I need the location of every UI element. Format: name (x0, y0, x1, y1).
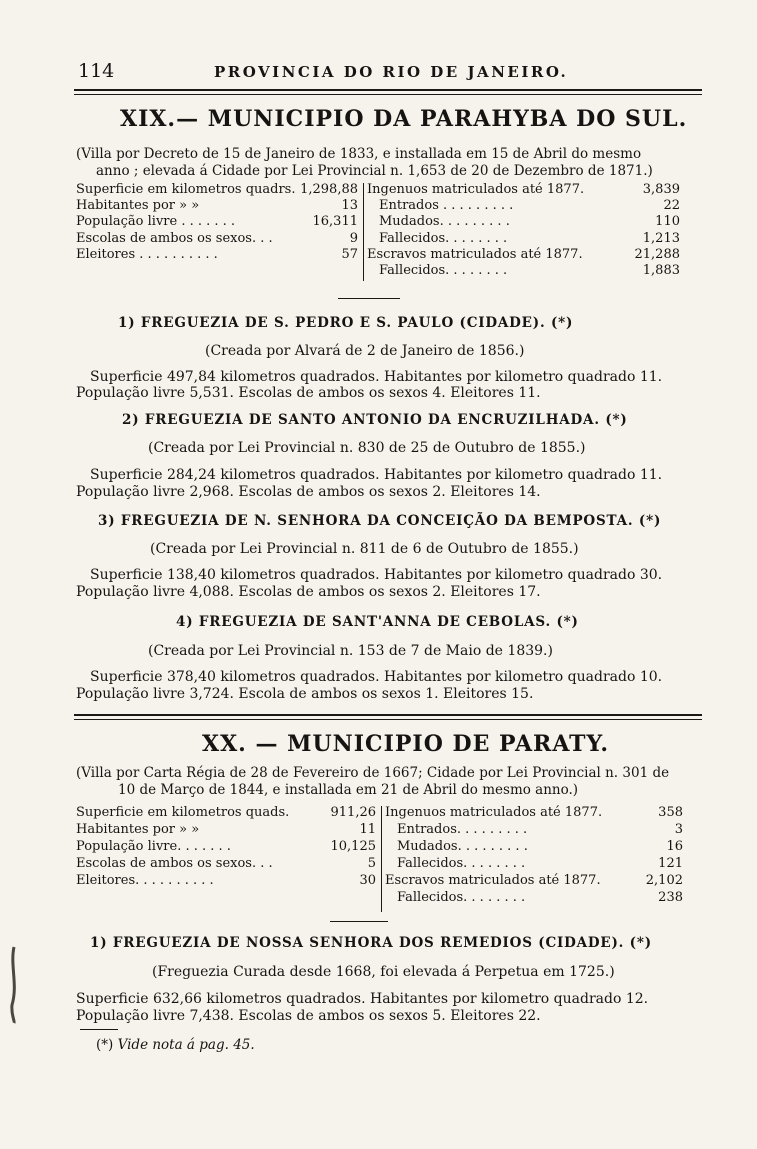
stat-label: Fallecidos. . . . . . . . (379, 230, 508, 246)
stat-row (76, 872, 376, 889)
stat-label: Mudados. . . . . . . . . (379, 214, 510, 230)
stat-label: Habitantes por » » (76, 822, 200, 837)
stat-value: 21,288 (634, 246, 680, 262)
freguezia-line-1: Superficie 138,40 kilometros quadrados. Habitantes por kilometro quadrado 30. (90, 567, 663, 583)
stat-row (367, 182, 680, 198)
stat-row (367, 214, 680, 230)
stat-value: 5 (367, 856, 376, 871)
stat-label: População livre . . . . . . . (76, 214, 236, 230)
stat-value: 238 (658, 890, 683, 905)
footnote (96, 1037, 255, 1053)
footnote-text: Vide nota á pag. 45. (117, 1037, 255, 1053)
stat-label: Habitantes por » » (76, 198, 200, 214)
xix-stats-left (76, 182, 358, 263)
xx-stats-right (385, 804, 683, 906)
xx-stats-left (76, 804, 376, 889)
freguezia-heading: 1) FREGUEZIA DE S. PEDRO E S. PAULO (CIDADE). (*) (118, 315, 574, 331)
stat-value: 1,298,88 (300, 182, 358, 197)
page-header (78, 60, 114, 82)
freguezia-creation: (Creada por Lei Provincial n. 811 de 6 de Outubro de 1855.) (150, 541, 579, 557)
section-divider (330, 921, 388, 922)
stat-value: 22 (663, 198, 680, 214)
stat-row (367, 231, 680, 247)
stat-row (76, 855, 376, 872)
stat-row (76, 214, 358, 230)
stat-row (76, 247, 358, 263)
xix-stats-right (367, 182, 680, 279)
freguezia-line-2: População livre 7,438. Escolas de ambos os sexos 5. Eleitores 22. (76, 1008, 541, 1024)
stat-value: 16,311 (312, 214, 358, 230)
stat-row (367, 198, 680, 214)
municipio-xx-intro-2: 10 de Março de 1844, e installada em 21 de Abril do mesmo anno.) (118, 782, 579, 798)
section-divider (338, 298, 400, 299)
stat-value: 9 (349, 230, 358, 246)
stat-row (385, 872, 683, 889)
stat-label: Ingenuos matriculados até 1877. (385, 805, 603, 820)
stat-value: 13 (341, 198, 358, 214)
stat-row (385, 838, 683, 855)
page-number: 114 (78, 60, 115, 82)
stat-row (385, 821, 683, 838)
stat-row (76, 231, 358, 247)
stat-value: 11 (359, 822, 376, 837)
stat-row (385, 889, 683, 906)
freguezia-creation: (Creada por Alvará de 2 de Janeiro de 1856.) (205, 343, 525, 359)
freguezia-creation: (Creada por Lei Provincial n. 153 de 7 de Maio de 1839.) (148, 643, 553, 659)
municipio-xix-intro-1: (Villa por Decreto de 15 de Janeiro de 1833, e installada em 15 de Abril do mesmo (76, 146, 642, 162)
stat-label: Escravos matriculados até 1877. (367, 246, 583, 262)
freguezia-line-2: População livre 4,088. Escolas de ambos os sexos 2. Eleitores 17. (76, 584, 541, 600)
footnote-mark: (*) (96, 1037, 114, 1053)
stat-row (76, 804, 376, 821)
stat-value: 121 (658, 856, 683, 871)
stat-label: Fallecidos. . . . . . . . (379, 263, 508, 279)
stat-row (76, 821, 376, 838)
freguezia-creation: (Freguezia Curada desde 1668, foi elevada á Perpetua em 1725.) (152, 964, 615, 980)
freguezia-creation: (Creada por Lei Provincial n. 830 de 25 de Outubro de 1855.) (148, 440, 586, 456)
stat-row (76, 198, 358, 214)
stat-row (385, 804, 683, 821)
header-rule (74, 89, 702, 91)
stat-label: Escravos matriculados até 1877. (385, 873, 601, 888)
stat-value: 10,125 (330, 839, 376, 854)
binding-shadow (6, 945, 22, 1025)
stat-value: 3,839 (642, 182, 680, 197)
freguezia-line-2: População livre 5,531. Escolas de ambos os sexos 4. Eleitores 11. (76, 385, 541, 401)
stat-label: Entrados . . . . . . . . . (379, 198, 514, 214)
stat-value: 1,883 (642, 263, 680, 279)
stat-label: Entrados. . . . . . . . . (397, 822, 528, 837)
stat-label: Escolas de ambos os sexos. . . (76, 856, 273, 871)
stat-row (367, 263, 680, 279)
footnote-rule (80, 1029, 118, 1030)
stat-value: 2,102 (645, 873, 683, 888)
stat-label: Escolas de ambos os sexos. . . (76, 230, 273, 246)
stat-label: Mudados. . . . . . . . . (397, 839, 528, 854)
freguezia-heading: 1) FREGUEZIA DE NOSSA SENHORA DOS REMEDIOS (CIDADE). (*) (90, 935, 652, 951)
stat-value: 30 (359, 873, 376, 888)
municipio-xx-title: XX. — MUNICIPIO DE PARATY. (202, 731, 610, 757)
freguezia-heading: 3) FREGUEZIA DE N. SENHORA DA CONCEIÇÃO DA BEMPOSTA. (*) (98, 513, 662, 529)
stat-value: 110 (655, 214, 680, 230)
freguezia-line-2: População livre 2,968. Escolas de ambos os sexos 2. Eleitores 14. (76, 484, 541, 500)
freguezia-line-1: Superficie 632,66 kilometros quadrados. Habitantes por kilometro quadrado 12. (76, 991, 649, 1007)
running-title: PROVINCIA DO RIO DE JANEIRO. (214, 63, 569, 81)
stat-value: 358 (658, 805, 683, 820)
freguezia-heading: 2) FREGUEZIA DE SANTO ANTONIO DA ENCRUZILHADA. (*) (122, 412, 628, 428)
municipio-xix-intro-2: anno ; elevada á Cidade por Lei Provincial n. 1,653 de 20 de Dezembro de 1871.) (96, 163, 653, 179)
stat-label: Fallecidos. . . . . . . . (397, 890, 526, 905)
stat-row (76, 182, 358, 198)
stat-value: 16 (666, 839, 683, 854)
stat-row (367, 247, 680, 263)
freguezia-line-2: População livre 3,724. Escola de ambos os sexos 1. Eleitores 15. (76, 686, 534, 702)
stat-value: 911,26 (330, 805, 376, 820)
stat-label: População livre. . . . . . . (76, 839, 231, 854)
stat-label: Eleitores . . . . . . . . . . (76, 246, 218, 262)
stat-row (385, 855, 683, 872)
municipio-xix-title: XIX.— MUNICIPIO DA PARAHYBA DO SUL. (120, 106, 688, 132)
section-rule-thin (74, 719, 702, 720)
stat-label: Fallecidos. . . . . . . . (397, 856, 526, 871)
stat-label: Eleitores. . . . . . . . . . (76, 873, 214, 888)
stat-label: Ingenuos matriculados até 1877. (367, 182, 585, 197)
stat-value: 1,213 (642, 230, 680, 246)
stat-value: 3 (674, 822, 683, 837)
stat-label: Superficie em kilometros quads. (76, 805, 290, 820)
stat-value: 57 (341, 246, 358, 262)
stat-label: Superficie em kilometros quadrs. (76, 182, 296, 197)
section-rule (74, 714, 702, 716)
freguezia-line-1: Superficie 284,24 kilometros quadrados. Habitantes por kilometro quadrado 11. (90, 467, 663, 483)
freguezia-line-1: Superficie 497,84 kilometros quadrados. Habitantes por kilometro quadrado 11. (90, 369, 663, 385)
freguezia-line-1: Superficie 378,40 kilometros quadrados. Habitantes por kilometro quadrado 10. (90, 669, 663, 685)
stat-row (76, 838, 376, 855)
stats-divider (381, 806, 382, 912)
header-rule-thin (74, 94, 702, 95)
municipio-xx-intro-1: (Villa por Carta Régia de 28 de Fevereiro de 1667; Cidade por Lei Provincial n. 301 de (76, 765, 670, 781)
freguezia-heading: 4) FREGUEZIA DE SANT'ANNA DE CEBOLAS. (*) (176, 614, 579, 630)
stats-divider (363, 183, 364, 281)
